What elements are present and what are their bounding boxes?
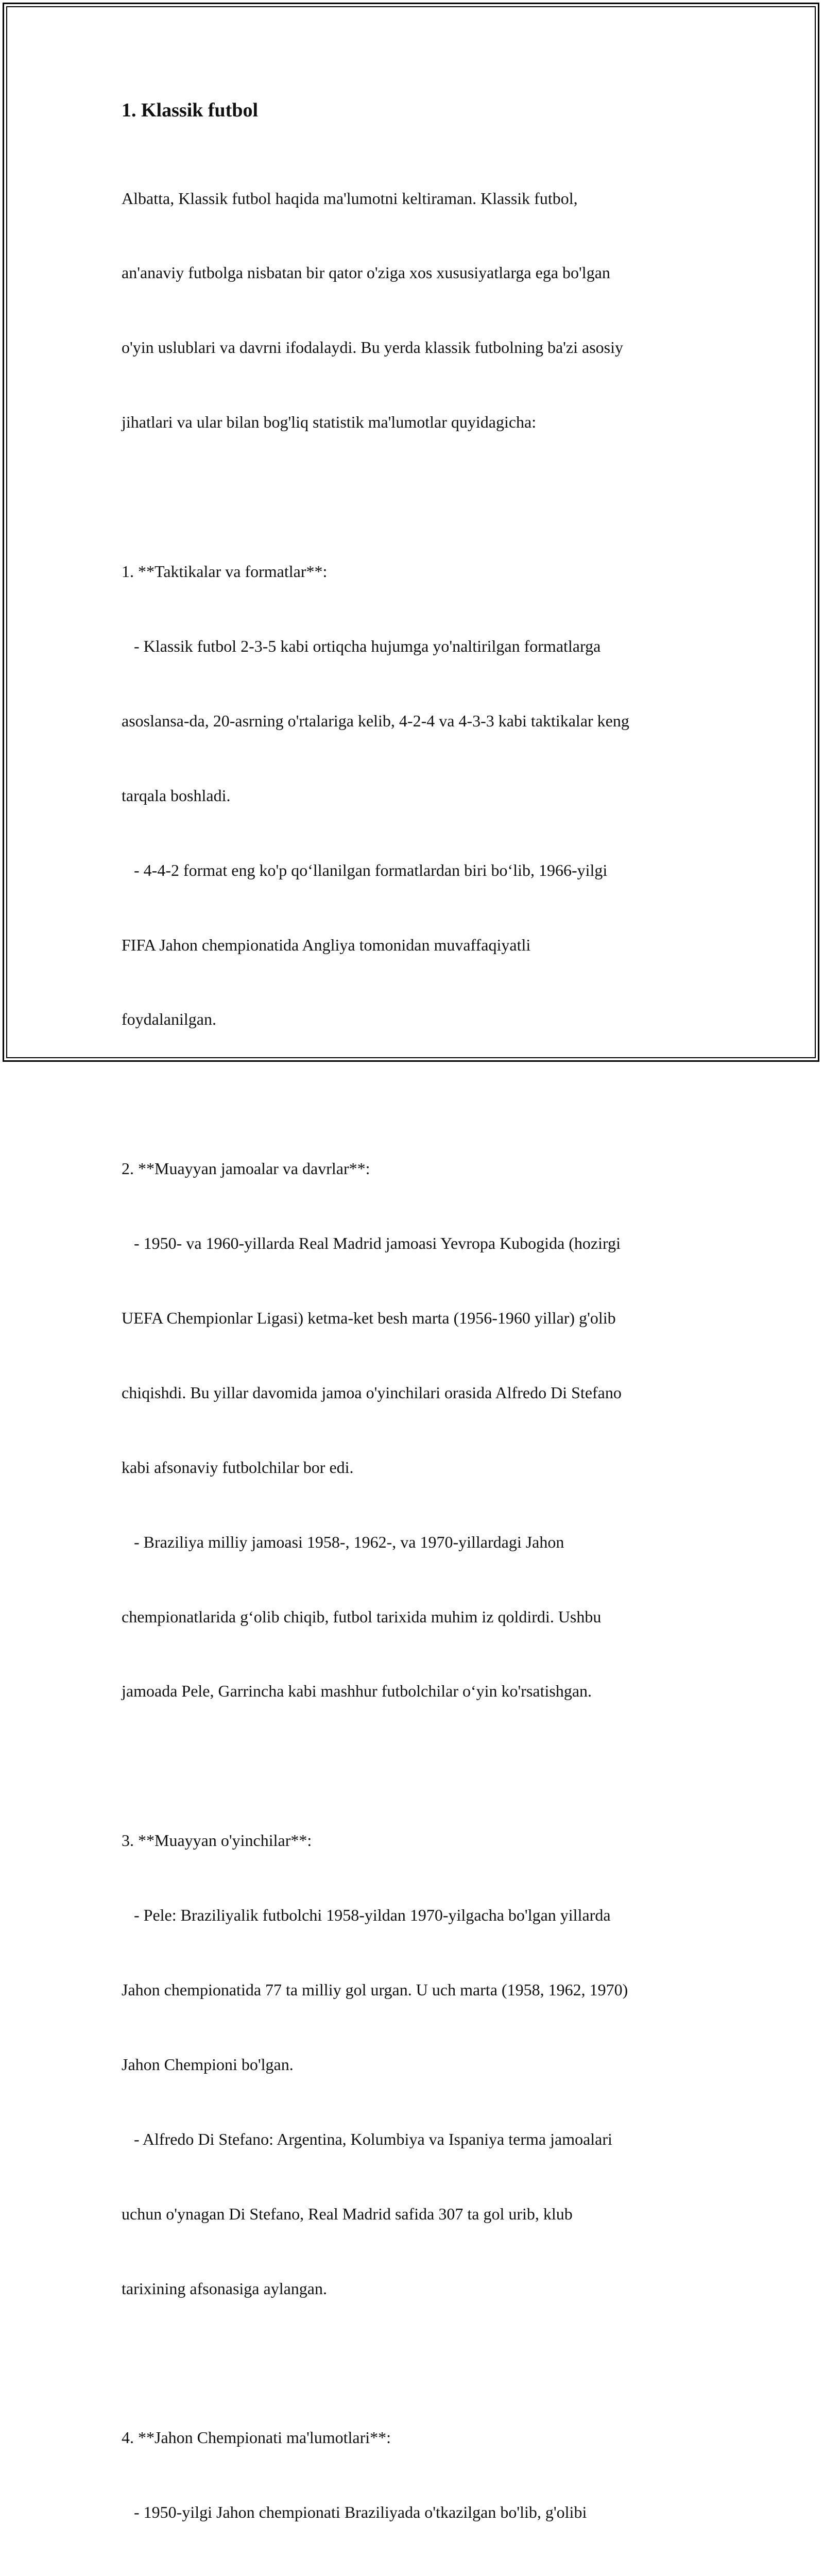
body-line: chempionatlarida g‘olib chiqib, futbol tarixida muhim iz qoldirdi. Ushbu [122, 1607, 602, 1626]
body-line: - Pele: Braziliyalik futbolchi 1958-yildan 1970-yilgacha bo'lgan yillarda [122, 1906, 611, 1925]
body-line: o'yin uslublari va davrni ifodalaydi. Bu yerda klassik futbolning ba'zi asosiy [122, 338, 624, 357]
body-line: - Alfredo Di Stefano: Argentina, Kolumbiya va Ispaniya terma jamoalari [122, 2129, 612, 2148]
body-line: jamoada Pele, Garrincha kabi mashhur futbolchilar o‘yin ko'rsatishgan. [122, 1682, 592, 1701]
body-line: - 1950-yilgi Jahon chempionati Braziliyada o'tkazilgan bo'lib, g'olibi [122, 2503, 587, 2522]
body-line: - Braziliya milliy jamoasi 1958-, 1962-, va 1970-yillardagi Jahon [122, 1532, 564, 1551]
section-heading: 4. **Jahon Chempionati ma'lumotlari**: [122, 2428, 391, 2447]
body-line: chiqishdi. Bu yillar davomida jamoa o'yinchilari orasida Alfredo Di Stefano [122, 1383, 622, 1402]
body-line: tarqala boshladi. [122, 786, 231, 805]
body-line: Jahon Chempioni bo'lgan. [122, 2055, 294, 2074]
blank-line [122, 2350, 714, 2375]
body-line: tarixining afsonasiga aylangan. [122, 2279, 327, 2298]
body-line: - Klassik futbol 2-3-5 kabi ortiqcha hujumga yo'naltirilgan formatlarga [122, 636, 601, 655]
body-line: FIFA Jahon chempionatida Angliya tomonidan muvaffaqiyatli [122, 935, 531, 954]
body-line: - 4-4-2 format eng ko'p qo‘llanilgan formatlardan biri bo‘lib, 1966-yilgi [122, 860, 608, 879]
body-line: Albatta, Klassik futbol haqida ma'lumotni keltiraman. Klassik futbol, [122, 189, 578, 208]
document-body [122, 136, 714, 2576]
body-line: Jahon chempionatida 77 ta milliy gol urgan. U uch marta (1958, 1962, 1970) [122, 1980, 628, 1999]
body-line: - 1950- va 1960-yillarda Real Madrid jamoasi Yevropa Kubogida (hozirgi [122, 1234, 621, 1253]
blank-line [122, 1081, 714, 1106]
document-title: 1. Klassik futbol [122, 99, 259, 121]
blank-line [122, 1753, 714, 1778]
body-line: UEFA Chempionlar Ligasi) ketma-ket besh marta (1956-1960 yillar) g'olib [122, 1308, 616, 1327]
document-page [122, 98, 714, 2576]
body-line: foydalanilgan. [122, 1010, 216, 1029]
blank-line [122, 484, 714, 509]
body-line: uchun o'ynagan Di Stefano, Real Madrid safida 307 ta gol urib, klub [122, 2204, 573, 2223]
body-line: jihatlari va ular bilan bog'liq statistik ma'lumotlar quyidagicha: [122, 413, 537, 432]
section-heading: 2. **Muayyan jamoalar va davrlar**: [122, 1159, 370, 1178]
body-line: asoslansa-da, 20-asrning o'rtalariga kelib, 4-2-4 va 4-3-3 kabi taktikalar keng [122, 711, 629, 730]
body-line: kabi afsonaviy futbolchilar bor edi. [122, 1458, 354, 1477]
section-heading: 1. **Taktikalar va formatlar**: [122, 562, 328, 581]
body-line: an'anaviy futbolga nisbatan bir qator o'ziga xos xususiyatlarga ega bo'lgan [122, 263, 610, 282]
section-heading: 3. **Muayyan o'yinchilar**: [122, 1831, 312, 1850]
